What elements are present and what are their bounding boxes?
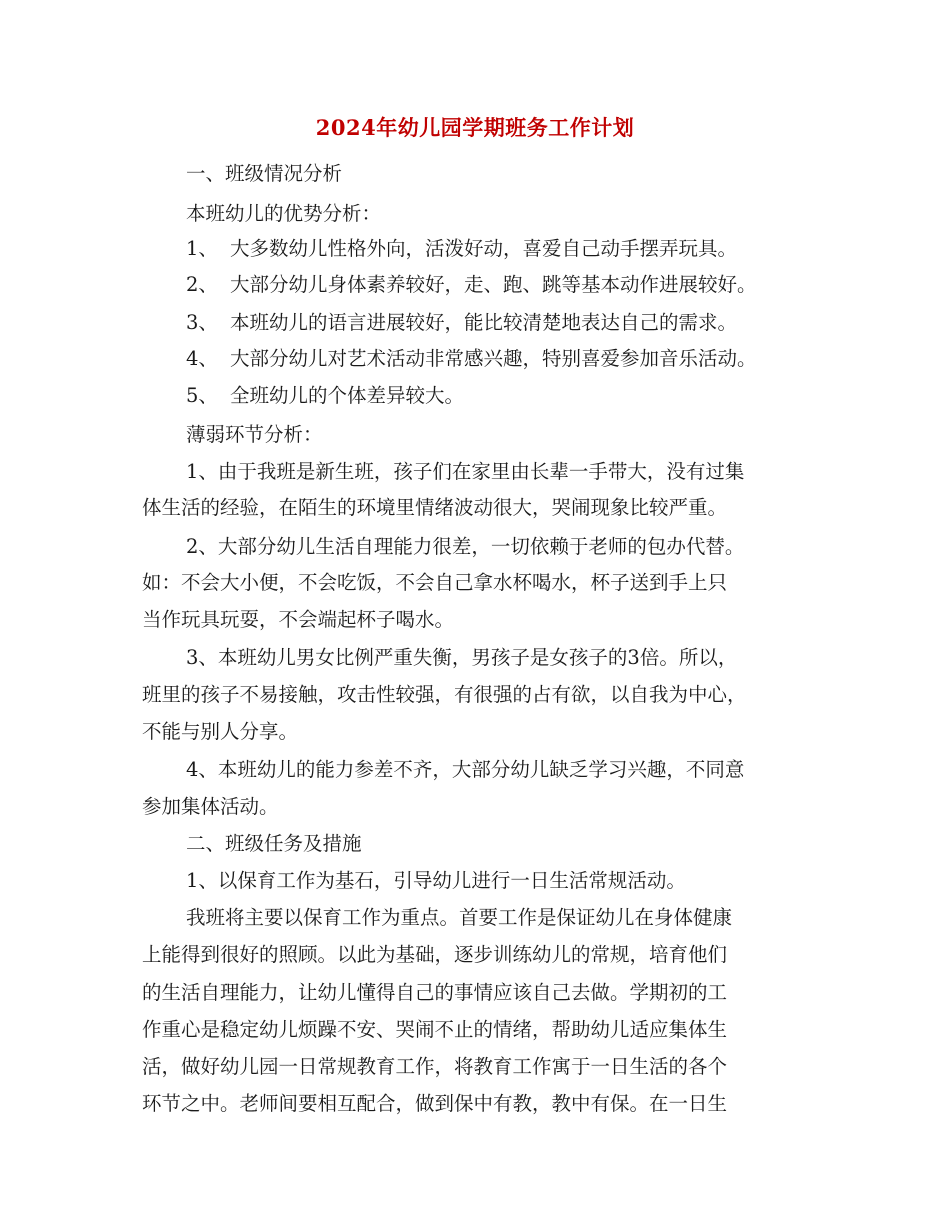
weak-line: 2、大部分幼儿生活自理能力很差，一切依赖于老师的包办代替。 xyxy=(186,535,745,558)
paragraph-line: 环节之中。老师间要相互配合，做到保中有教，教中有保。在一日生 xyxy=(142,1092,728,1115)
advantage-item xyxy=(186,275,757,295)
section2-item: 1、以保育工作为基石，引导幼儿进行一日生活常规活动。 xyxy=(186,869,686,892)
weak-line: 3、本班幼儿男女比例严重失衡，男孩子是女孩子的3倍。所以， xyxy=(186,646,738,669)
advantage-number: 2、 xyxy=(186,273,218,296)
paragraph-line: 我班将主要以保育工作为重点。首要工作是保证幼儿在身体健康 xyxy=(186,906,733,929)
advantage-text: 全班幼儿的个体差异较大。 xyxy=(230,384,465,407)
advantage-item xyxy=(186,386,464,406)
advantage-number: 5、 xyxy=(186,384,218,407)
advantages-heading: 本班幼儿的优势分析： xyxy=(186,202,382,225)
advantage-number: 3、 xyxy=(186,311,218,334)
section2-heading: 二、班级任务及措施 xyxy=(186,832,362,855)
paragraph-line: 的生活自理能力，让幼儿懂得自己的事情应该自己去做。学期初的工 xyxy=(142,981,728,1004)
advantage-item xyxy=(186,349,757,369)
weak-line: 1、由于我班是新生班，孩子们在家里由长辈一手带大，没有过集 xyxy=(186,460,745,483)
advantage-number: 1、 xyxy=(186,237,218,260)
document-title: 2024年幼儿园学期班务工作计划 xyxy=(315,115,635,140)
weak-line: 如：不会大小便，不会吃饭，不会自己拿水杯喝水，杯子送到手上只 xyxy=(142,571,728,594)
weak-line: 当作玩具玩耍，不会端起杯子喝水。 xyxy=(142,608,455,631)
advantage-item xyxy=(186,239,737,259)
weak-line: 不能与别人分享。 xyxy=(142,720,299,743)
weak-heading: 薄弱环节分析： xyxy=(186,423,323,446)
paragraph-line: 活，做好幼儿园一日常规教育工作，将教育工作寓于一日生活的各个 xyxy=(142,1055,728,1078)
advantage-text: 大多数幼儿性格外向，活泼好动，喜爱自己动手摆弄玩具。 xyxy=(230,237,738,260)
advantage-text: 大部分幼儿身体素养较好，走、跑、跳等基本动作进展较好。 xyxy=(230,273,757,296)
advantage-text: 本班幼儿的语言进展较好，能比较清楚地表达自己的需求。 xyxy=(230,311,738,334)
weak-line: 参加集体活动。 xyxy=(142,795,279,818)
advantage-number: 4、 xyxy=(186,347,218,370)
advantage-item xyxy=(186,313,737,333)
advantage-text: 大部分幼儿对艺术活动非常感兴趣，特别喜爱参加音乐活动。 xyxy=(230,347,757,370)
section1-heading: 一、班级情况分析 xyxy=(186,162,343,185)
paragraph-line: 作重心是稳定幼儿烦躁不安、哭闹不止的情绪，帮助幼儿适应集体生 xyxy=(142,1018,728,1041)
paragraph-line: 上能得到很好的照顾。以此为基础，逐步训练幼儿的常规，培育他们 xyxy=(142,943,728,966)
weak-line: 体生活的经验，在陌生的环境里情绪波动很大，哭闹现象比较严重。 xyxy=(142,496,728,519)
weak-line: 班里的孩子不易接触，攻击性较强，有很强的占有欲，以自我为中心， xyxy=(142,683,747,706)
weak-line: 4、本班幼儿的能力参差不齐，大部分幼儿缺乏学习兴趣，不同意 xyxy=(186,758,745,781)
